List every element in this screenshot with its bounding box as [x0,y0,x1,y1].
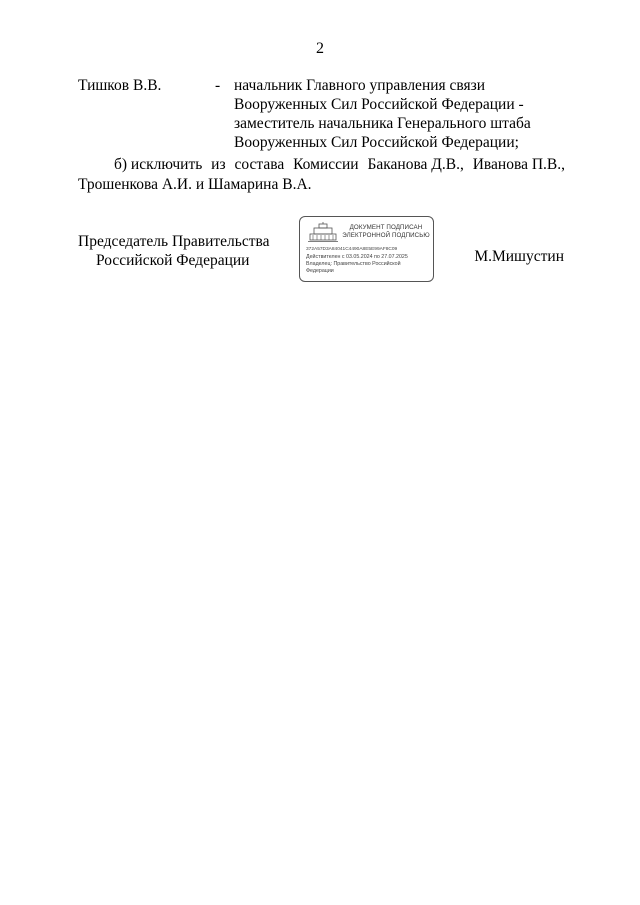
stamp-title-line-1: ДОКУМЕНТ ПОДПИСАН [349,224,423,231]
signer-title-line-1: Председатель Правительства [78,233,270,250]
entry-dash: - [215,77,221,94]
page-number: 2 [316,40,324,57]
clause-word: Комиссии [293,156,359,173]
member-name: Тишков В.В. [78,77,162,94]
electronic-signature-stamp [299,216,434,282]
clause-line-2: Трошенкова А.И. и Шамарина В.А. [78,176,312,193]
certificate-owner: Владелец: Правительство Российской Федерации [306,261,401,274]
clause-line-1 [78,155,565,175]
stamp-title [340,224,432,240]
signer-name: М.Мишустин [474,248,564,265]
signer-title [78,232,270,270]
signer-title-line-2: Российской Федерации [96,252,250,269]
member-position [234,76,568,152]
stamp-title-line-2: ЭЛЕКТРОННОЙ ПОДПИСЬЮ [342,232,430,239]
position-line: Вооруженных Сил Российской Федерации; [234,134,519,151]
clause-word: б) исключить [114,156,203,173]
clause-word: из [211,156,226,173]
position-line: заместитель начальника Генерального штаба [234,115,531,132]
certificate-validity: Действителен с 03.05.2024 по 27.07.2025 [306,254,408,260]
clause-word: Баканова Д.В., [367,156,464,173]
clause-word: Иванова П.В., [472,156,565,173]
certificate-number: 372A57D3A84041C4490A8E5E99AF8C09 [306,247,398,252]
government-building-icon [308,222,338,242]
clause-word: состава [234,156,285,173]
exclusion-clause [78,155,565,195]
position-line: Вооруженных Сил Российской Федерации - [234,96,524,113]
position-line: начальник Главного управления связи [234,77,486,94]
